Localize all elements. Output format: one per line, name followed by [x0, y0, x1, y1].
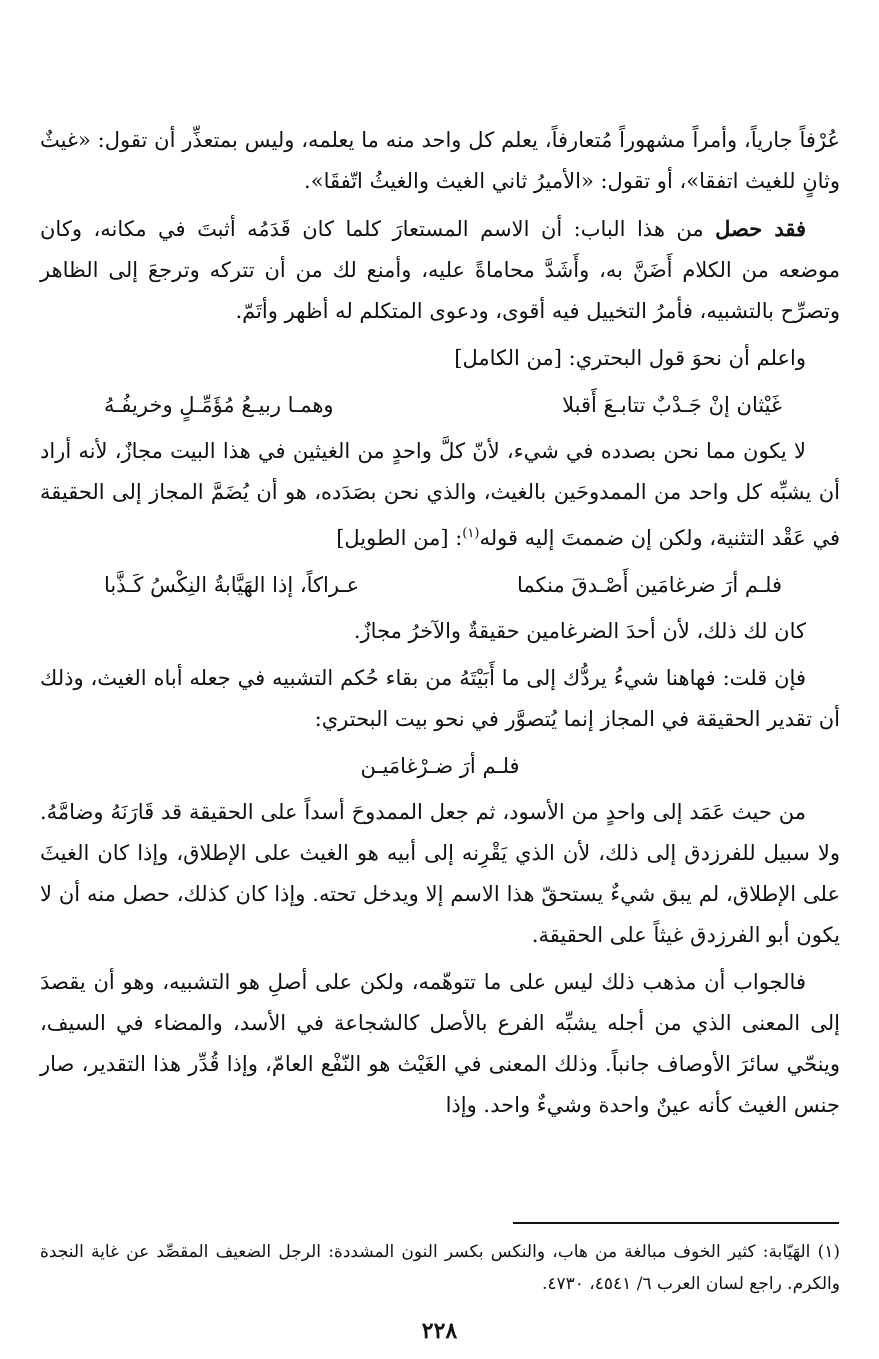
paragraph-4: [40, 431, 840, 559]
paragraph-8: فالجواب أن مذهب ذلك ليس على ما تتوهّمه، ولكن على أصلِ هو التشبيه، وهو أن يقصدَ إلى المعنى الذي من أجله يشبِّه الفرع بالأصل كالشجاعة في الأسد، والمضاء في السيف، وينحّي سائرَ الأوصاف جانباً. وذلك المعنى في الغَيْث هو النّفْع العامّ، وإذا قُدِّر هذا التقدير، صار جنس الغيث كأنه عينٌ واحدة وشيءٌ واحد. وإذا: [40, 970, 840, 1117]
page-body: [40, 120, 840, 1132]
paragraph-5: كان لك ذلك، لأن أحدَ الضرغامين حقيقةٌ والآخرُ مجازٌ.: [353, 619, 806, 643]
paragraph-2-rest: من هذا الباب: أن الاسم المستعارَ كلما كان قَدَمُه أثبتَ في مكانه، وكان موضعه من الكلام أَضَنَّ به، وأَشَدَّ محاماةً عليه، وأمنع لك من أن تتركه وترجعَ إلى الظاهر وتصرِّح بالتشبيه، فأمرُ التخييل فيه أقوى، ودعوى المتكلم له أظهر وأتَمّ.: [40, 217, 840, 323]
footnote-marker: (١): [462, 526, 480, 541]
paragraph-4-text: لا يكون مما نحن بصدده في شيء، لأنّ كلَّ واحدٍ من الغيثين في هذا البيت مجازٌ، لأنه أراد أن يشبِّه كل واحد من الممدوحَين بالغيث، والذي نحن بصَدَده، هو أن يُضَمَّ المجاز إلى الحقيقة في عَقْد التثنية، ولكن إن ضممتَ إليه قوله: [40, 439, 840, 550]
footnotes: [40, 1236, 840, 1300]
verse-buhturi: [40, 385, 840, 425]
paragraph-7: من حيث عَمَد إلى واحدٍ من الأسود، ثم جعل الممدوحَ أسداً على الحقيقة قد قَارَنَهُ وضامَّهُ. ولا سبيل للفرزدق إلى ذلك، لأن الذي يَقْرِنه إلى أبيه هو الغيث على الإطلاق، وإذا كان الغيثَ على الإطلاق، لم يبق شيءٌ يستحقّ هذا الاسم إلا ويدخل تحته. وإذا كان كذلك، حصل منه أن لا يكون أبو الفرزدق غيثاً على الحقيقة.: [40, 800, 840, 947]
verse-dirgham-first-hemistich: فلـم أرَ ضرغامَين أَصْـدقَ منكما: [516, 573, 782, 597]
footnote-divider: [513, 1222, 839, 1224]
paragraph-1: عُرْفاً جارياً، وأمراً مشهوراً مُتعارفاً، يعلم كل واحد منه ما يعلمه، وليس بمتعذِّر أن تقول: «غيثٌ وثانٍ للغيث اتفقا»، أو تقول: «الأميرُ ثاني الغيث والغيثُ اتّفقَا».: [40, 128, 840, 193]
verse-fragment: فلـم أرَ ضـرْغامَيـن: [360, 754, 520, 778]
verse-dirgham: [40, 565, 840, 605]
paragraph-2: [40, 208, 840, 332]
footnote-1: (١) الهَيّابة: كثير الخوف مبالغة من هاب، والنكس بكسر النون المشددة: الرجل الضعيف المقصِّد عن غاية النجدة والكرم. راجع لسان العرب ٦/ ٤٥٤١، ٤٧٣٠.: [40, 1242, 840, 1294]
verse-buhturi-first-hemistich: غَيْثان إنْ جَـدْبٌ تتابـعَ أَقبلا: [562, 393, 782, 417]
paragraph-2-lead: فقد حصل: [715, 216, 807, 241]
paragraph-6: فإن قلت: فهاهنا شيءُ يردُّك إلى ما أَبَيْتَهُ من بقاء حُكم التشبيه في جعله أباه الغيث، وذلك أن تقدير الحقيقة في المجاز إنما يُتصوَّر في نحو بيت البحتري:: [40, 666, 840, 731]
verse-dirgham-second-hemistich: عـراكاً، إذا الهَيَّابةُ النِكْسُ كَـذَّبا: [104, 573, 360, 597]
paragraph-4-tail: : [من الطويل]: [336, 526, 463, 550]
paragraph-3: واعلم أن نحوَ قول البحتري: [من الكامل]: [454, 346, 806, 370]
verse-buhturi-second-hemistich: وهمـا ربيـعُ مُؤَمِّـلٍ وخريفُـهُ: [104, 393, 334, 417]
page-number: ٢٢٨: [421, 1318, 458, 1344]
